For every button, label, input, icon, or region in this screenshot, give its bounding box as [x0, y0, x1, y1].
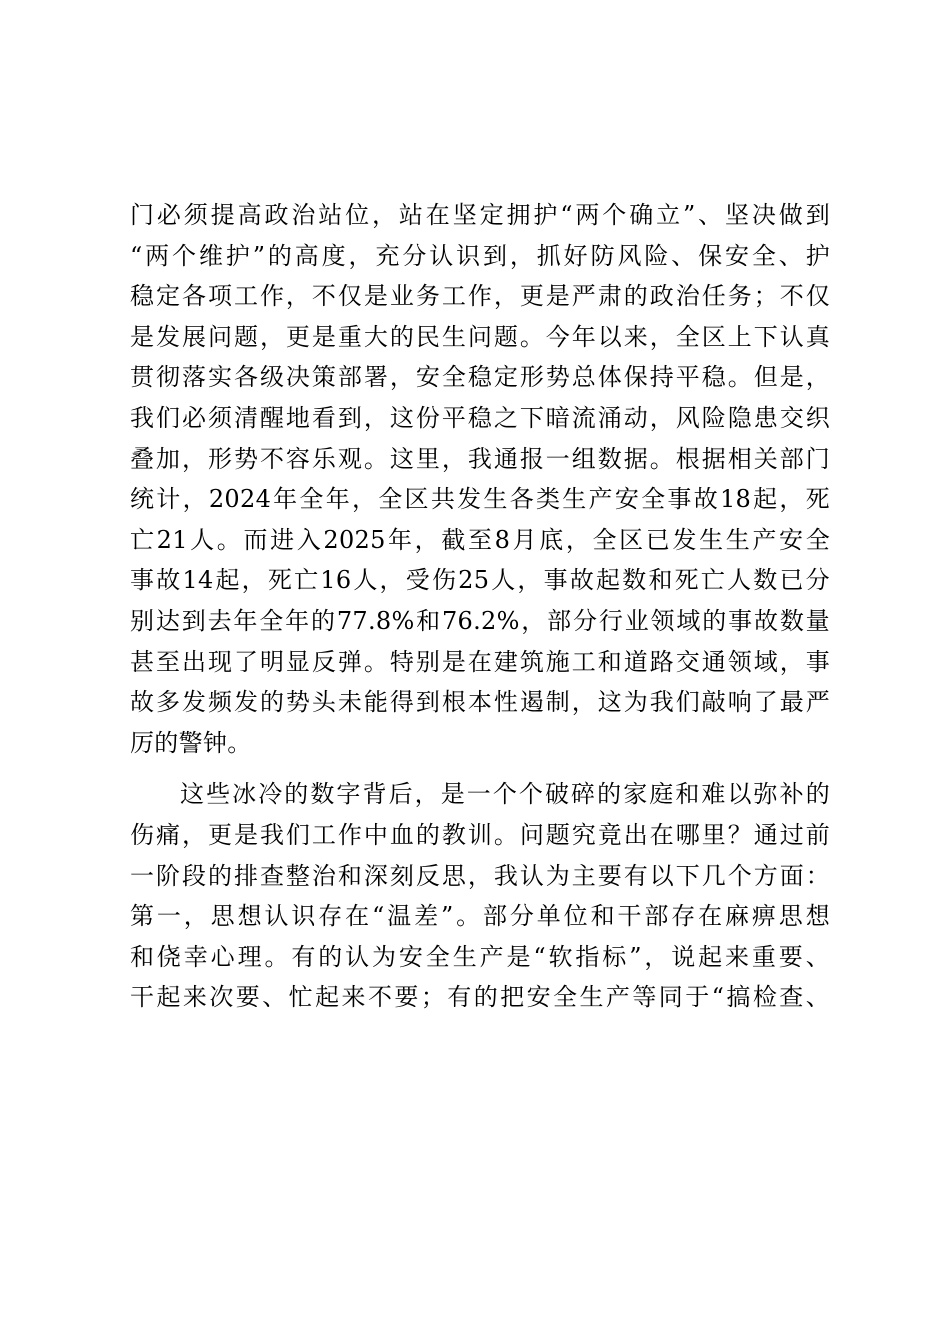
text-line: “两个维护”的高度，充分认识到，抓好防风险、保安全、护 — [130, 241, 830, 270]
text-line: 一阶段的排查整治和深刻反思，我认为主要有以下几个方面： — [130, 861, 830, 890]
text-line: 厉的警钟。 — [130, 728, 252, 757]
text-line: 故多发频发的势头未能得到根本性遏制，这为我们敲响了最严 — [130, 688, 830, 717]
text-line: 和侥幸心理。有的认为安全生产是“软指标”，说起来重要、 — [130, 942, 830, 971]
text-line: 亡21人。而进入2025年，截至8月底，全区已发生生产安全 — [130, 525, 830, 554]
paragraph-1 — [130, 195, 830, 763]
paragraph-2 — [130, 774, 830, 1018]
text-line: 统计，2024年全年，全区共发生各类生产安全事故18起，死 — [130, 485, 830, 514]
text-line: 干起来次要、忙起来不要；有的把安全生产等同于“搞检查、 — [130, 983, 830, 1012]
text-line: 叠加，形势不容乐观。这里，我通报一组数据。根据相关部门 — [130, 444, 830, 473]
text-line: 别达到去年全年的77.8%和76.2%，部分行业领域的事故数量 — [130, 606, 830, 635]
text-line: 门必须提高政治站位，站在坚定拥护“两个确立”、坚决做到 — [130, 201, 830, 229]
paragraph-spacer — [130, 763, 830, 774]
text-line: 我们必须清醒地看到，这份平稳之下暗流涌动，风险隐患交织 — [130, 403, 830, 432]
text-line: 第一，思想认识存在“温差”。部分单位和干部存在麻痹思想 — [130, 902, 830, 931]
text-line: 伤痛，更是我们工作中血的教训。问题究竟出在哪里？通过前 — [130, 820, 830, 849]
text-line: 事故14起，死亡16人，受伤25人，事故起数和死亡人数已分 — [130, 566, 830, 595]
text-line: 甚至出现了明显反弹。特别是在建筑施工和道路交通领域，事 — [130, 647, 830, 676]
text-line: 这些冰冷的数字背后，是一个个破碎的家庭和难以弥补的 — [180, 780, 830, 809]
document-body — [130, 195, 830, 1018]
text-line: 贯彻落实各级决策部署，安全稳定形势总体保持平稳。但是， — [130, 363, 830, 392]
text-line: 稳定各项工作，不仅是业务工作，更是严肃的政治任务；不仅 — [130, 282, 830, 311]
text-line: 是发展问题，更是重大的民生问题。今年以来，全区上下认真 — [130, 322, 830, 351]
